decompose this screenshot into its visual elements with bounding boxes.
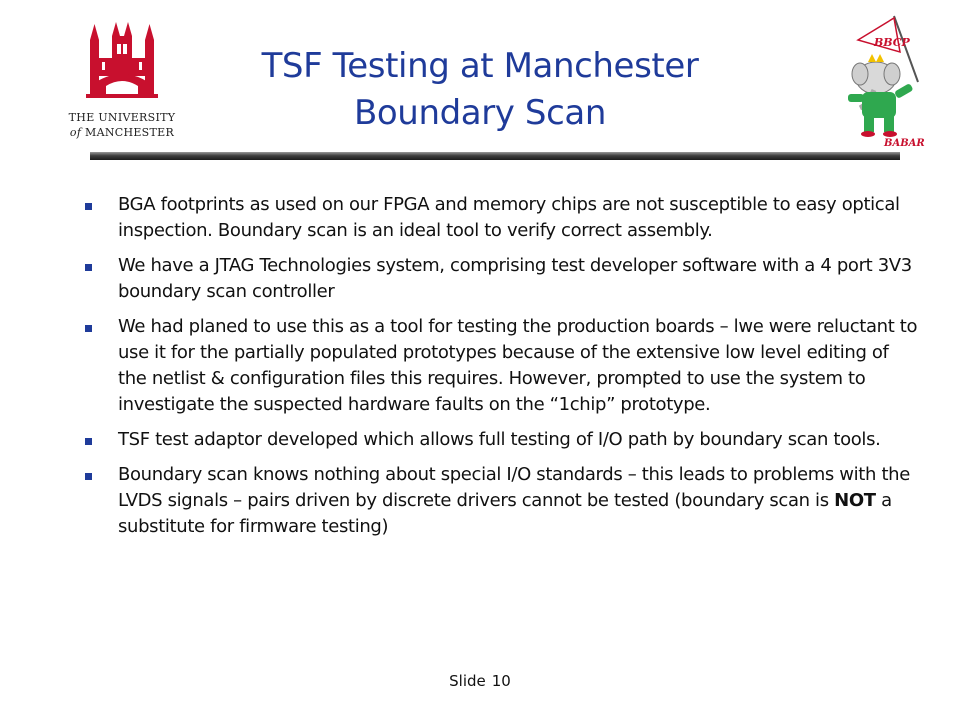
babar-badge-text: BABAR	[884, 138, 925, 149]
bullet-item	[80, 192, 920, 244]
slide-number-label: Slide	[449, 672, 486, 690]
babar-flag-text: BBCP	[874, 36, 910, 49]
title-divider	[90, 152, 900, 160]
bullet-item	[80, 427, 920, 453]
bullet-item	[80, 253, 920, 305]
bullet-text: We had planed to use this as a tool for testing the production boards – lwe were reluctant to use it for the partially populated prototypes because of the extensive low level editing of the netlist & configuration files this requires. However, prompted to use the system to investigate the suspected hardware faults on the “1chip” prototype.	[118, 316, 918, 415]
slide-title-line1: TSF Testing at Manchester	[261, 46, 699, 86]
babar-logo	[838, 12, 930, 150]
bullet-item	[80, 462, 920, 540]
square-bullet-icon	[85, 438, 92, 445]
bullet-text: TSF test adaptor developed which allows full testing of I/O path by boundary scan tools.	[118, 429, 881, 450]
slide-number: 10	[491, 672, 511, 690]
university-crest-icon	[82, 18, 162, 110]
bullet-text-bold: NOT	[834, 490, 876, 511]
bullet-item	[80, 314, 920, 418]
university-name-of: of	[69, 126, 82, 139]
bullet-text-before: Boundary scan knows nothing about special I/O standards – this leads to problems with the LVDS signals – pairs driven by discrete drivers cannot be tested (boundary scan is	[118, 464, 910, 511]
slide-title-line2: Boundary Scan	[353, 93, 606, 133]
slide-footer	[0, 672, 960, 690]
university-name-line1: THE UNIVERSITY	[68, 111, 176, 124]
square-bullet-icon	[85, 203, 92, 210]
bullet-text: BGA footprints as used on our FPGA and memory chips are not susceptible to easy optical inspection. Boundary scan is an ideal tool to verify correct assembly.	[118, 194, 900, 241]
bullet-text-after: a substitute for firmware testing)	[118, 490, 892, 537]
babar-elephant-icon	[838, 12, 930, 150]
square-bullet-icon	[85, 325, 92, 332]
bullet-text: We have a JTAG Technologies system, comprising test developer software with a 4 port 3V3 boundary scan controller	[118, 255, 912, 302]
slide-title	[230, 43, 730, 137]
university-name-line2: MANCHESTER	[85, 126, 175, 139]
square-bullet-icon	[85, 264, 92, 271]
university-logo	[62, 18, 182, 148]
bullet-list	[80, 192, 920, 549]
university-name	[62, 110, 182, 140]
square-bullet-icon	[85, 473, 92, 480]
